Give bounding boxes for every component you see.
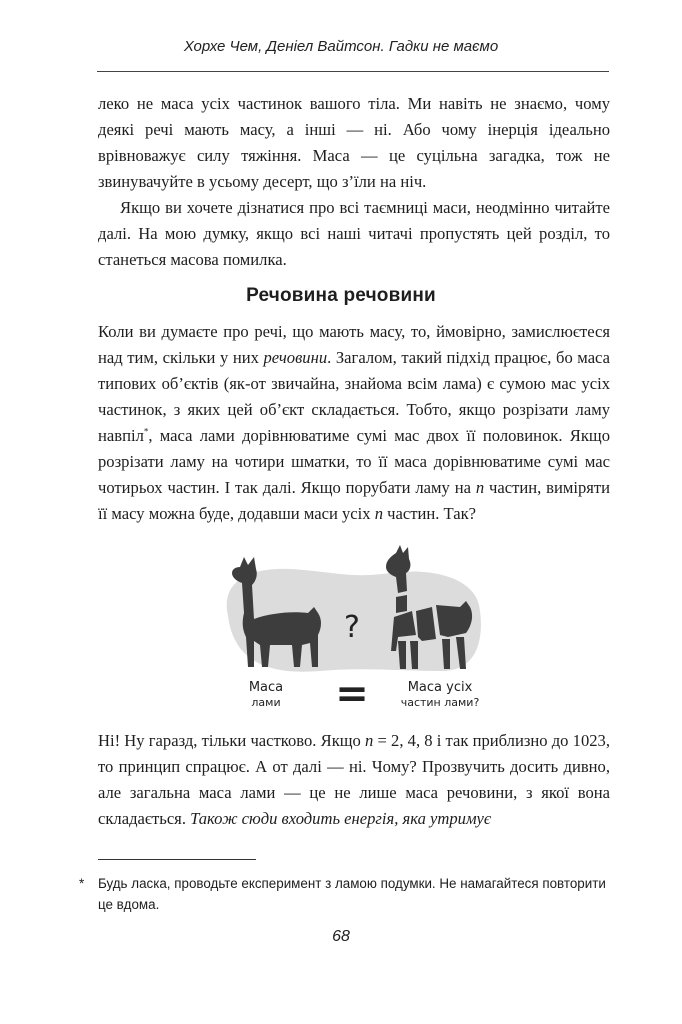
equals-sign: = xyxy=(335,671,369,717)
text-run: , маса лами дорівнюватиме сумі мас двох її половинок. Якщо розрізати ламу на чотири шматки, то її маса дорівнюватиме сумі мас чотирьох частин. І так далі. Якщо порубати ламу на xyxy=(98,426,610,497)
variable-n: n xyxy=(374,504,383,523)
llama-figure xyxy=(210,541,490,721)
footnote-rule xyxy=(98,859,256,860)
paragraph-1: леко не маса усіх частинок вашого тіла. Ми навіть не знаємо, чому деякі речі мають масу, а інші — ні. Або чому інерція ідеально врівноважує силу тяжіння. Маса — це суцільна загадка, тож не звинувачуйте в усьому десерт, що з’їли на ніч. xyxy=(98,94,610,191)
text-run: . Загалом, такий підхід працює, бо маса типових об’єктів (як-от звичайна, знайома всім лама) є сумою мас усіх частинок, з яких цей об’єкт складається. Тобто, якщо розрізати ламу навпіл xyxy=(98,348,610,445)
running-header: Хорхе Чем, Деніел Вайтсон. Гадки не маємо xyxy=(183,38,499,55)
text-run: Коли ви думаєте про речі, що мають масу, то, ймовірно, замислюєтеся над тим, скільки у них xyxy=(98,322,610,367)
emphasis: Також сюди входить енергія, яка утримує xyxy=(190,809,492,828)
label-line: Маса xyxy=(248,680,284,695)
label-llama-mass xyxy=(230,680,302,710)
footnote-mark: * xyxy=(79,876,85,891)
label-line: частин лами? xyxy=(400,696,480,709)
footnote-reference: * xyxy=(143,426,149,437)
label-parts-mass xyxy=(386,680,494,710)
label-line: Маса усіх xyxy=(407,680,473,695)
page-number: 68 xyxy=(332,928,350,945)
text-run: Ні! Ну гаразд, тільки частково. Якщо xyxy=(98,731,366,750)
section-heading: Речовина речовини xyxy=(246,285,436,306)
footnote xyxy=(79,873,613,915)
text-block-top xyxy=(98,91,610,273)
text-block-bottom xyxy=(98,728,610,832)
text-run: частин. Так? xyxy=(383,504,477,523)
text-run: = 2, 4, 8 і так приблизно до 1023, то принцип спрацює. А от далі — ні. Чому? Прозвучить досить дивно, але загальна маса лами — це не лише маса речовини, з якої вона складається. xyxy=(98,731,610,828)
header-rule xyxy=(97,71,609,72)
question-mark: ? xyxy=(344,610,360,645)
paragraph-4 xyxy=(98,728,610,832)
paragraph-3 xyxy=(98,319,610,527)
emphasis: речовини xyxy=(263,348,328,367)
paragraph-2: Якщо ви хочете дізнатися про всі таємниці маси, неодмінно читайте далі. На мою думку, якщо всі наші читачі пропустять цей розділ, то станеться масова помилка. xyxy=(98,198,610,269)
variable-n: n xyxy=(365,731,374,750)
variable-n: n xyxy=(475,478,485,497)
text-run: частин, виміряти її масу можна буде, додавши маси усіх xyxy=(98,478,611,523)
footnote-text: Будь ласка, проводьте експеримент з ламою подумки. Не намагайтеся повторити це вдома. xyxy=(98,876,606,912)
text-block-middle xyxy=(98,319,610,527)
label-line: лами xyxy=(251,696,281,709)
